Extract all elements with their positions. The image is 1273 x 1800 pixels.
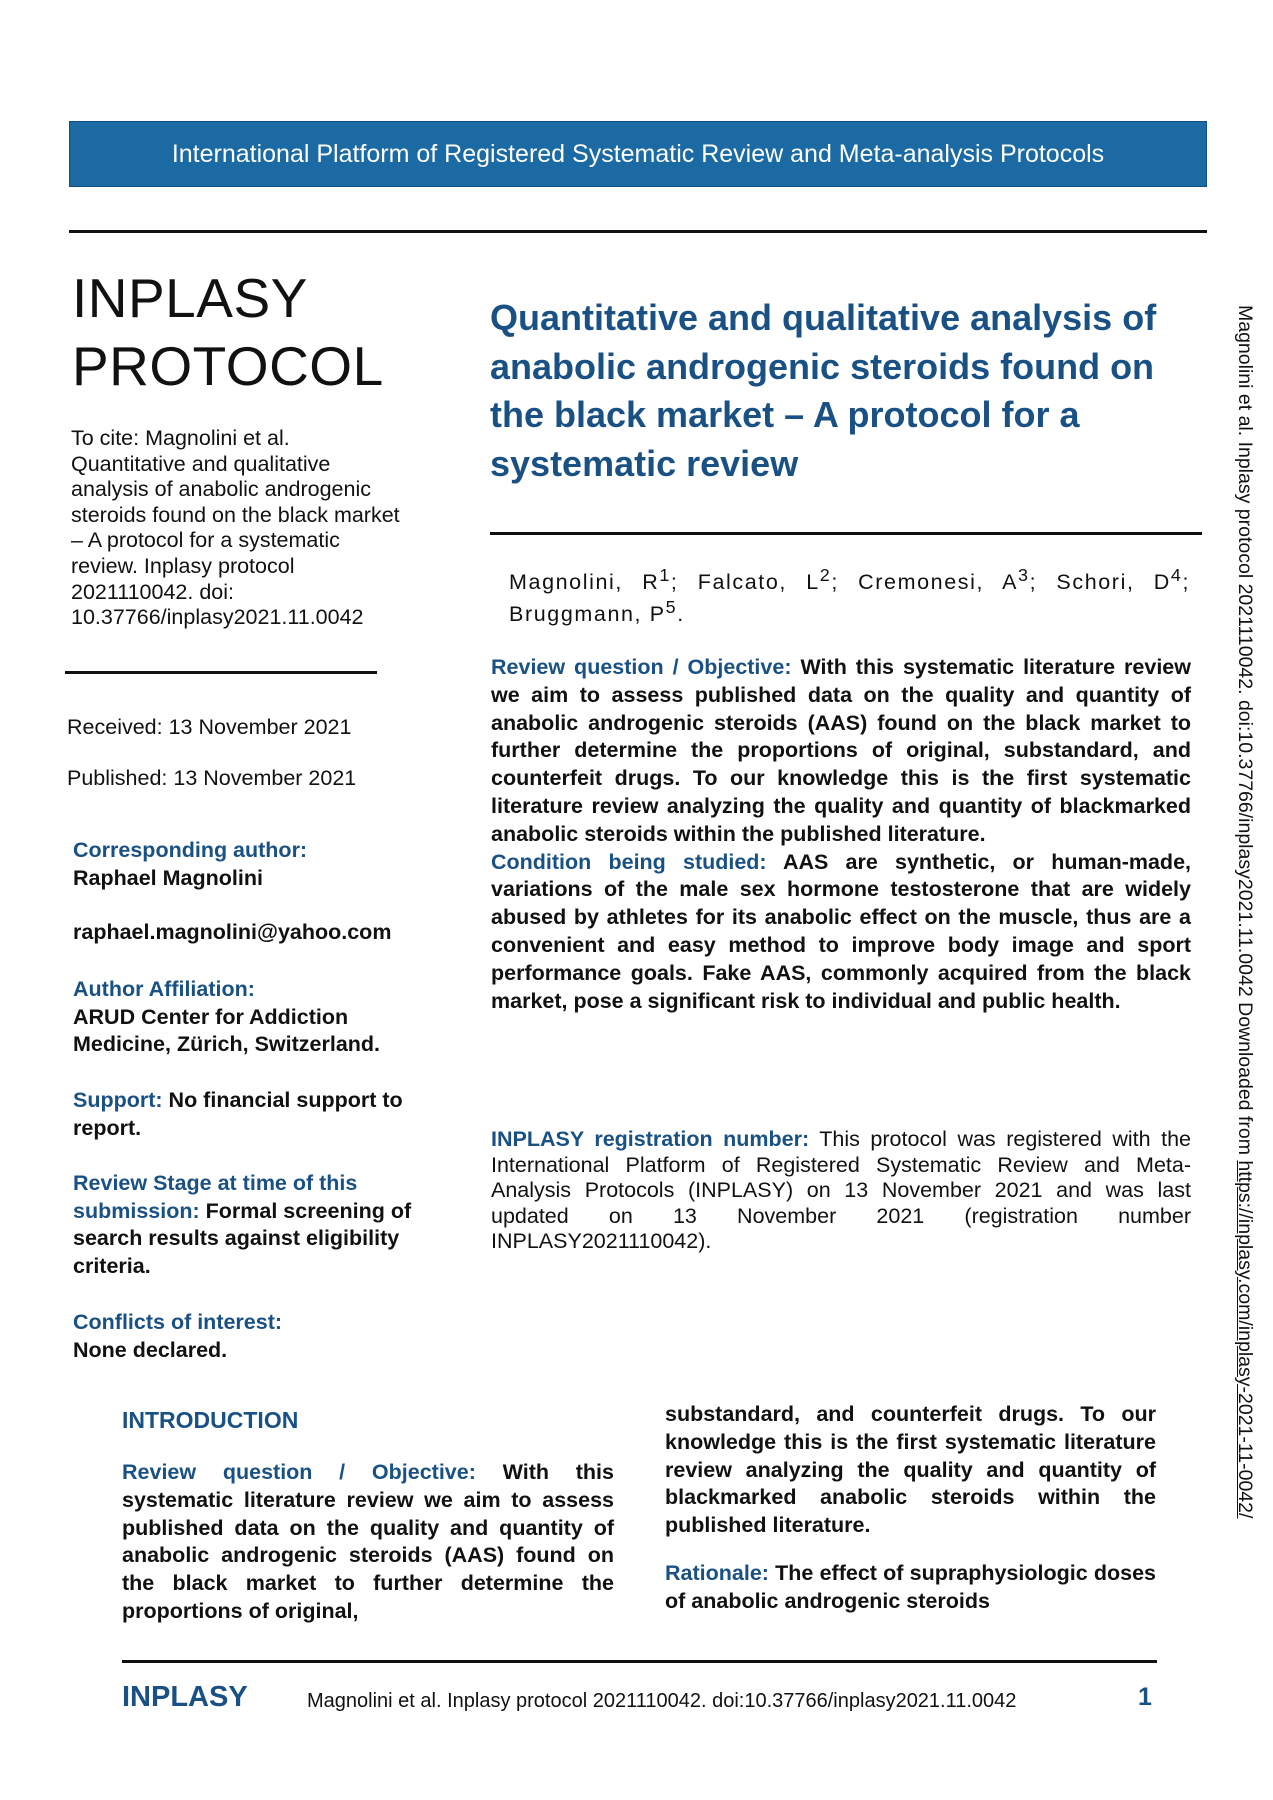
author-list-end: . (677, 602, 685, 627)
corresponding-author (73, 837, 433, 947)
affiliation-label: Author Affiliation: (73, 977, 255, 1001)
author-4-affiliation: 4 (1170, 565, 1183, 585)
conflicts-label: Conflicts of interest: (73, 1310, 283, 1334)
author-2-affiliation: 2 (819, 565, 832, 585)
intro-rationale-label: Rationale: (665, 1560, 769, 1585)
abstract-objective (491, 654, 1191, 849)
author-5: ; Bruggmann, P (509, 570, 1191, 627)
side-note-link[interactable]: https://inplasy.com/inplasy-2021-11-0042/ (1234, 1160, 1256, 1519)
header-divider (69, 230, 1207, 233)
footer-divider (122, 1660, 1157, 1663)
intro-objective-continued: substandard, and counterfeit drugs. To our knowledge this is the first systematic literature review analyzing the quality and quantity of blackmarked anabolic steroids within the published literature. (665, 1402, 1156, 1538)
citation-divider (65, 671, 377, 674)
introduction-right-column (665, 1401, 1156, 1616)
author-4: ; Schori, D (1029, 570, 1171, 595)
author-3: ; Cremonesi, A (831, 570, 1019, 595)
title-divider (490, 532, 1202, 535)
page-number: 1 (1138, 1683, 1152, 1711)
author-5-affiliation: 5 (665, 597, 678, 618)
author-1: Magnolini, R (509, 570, 660, 595)
support (73, 1087, 418, 1142)
abstract-objective-text: With this systematic literature review we aim to assess published data on the quality and quantity of anabolic androgenic steroids (AAS) found on the black market to further determine the proportions of original, substandard, and counterfeit drugs. To our knowledge this is the first systematic literature review analyzing the quality and quantity of blackmarked anabolic steroids within the published literature. (491, 655, 1191, 846)
affiliation-value: ARUD Center for Addiction Medicine, Zürich, Switzerland. (73, 1004, 381, 1056)
conflicts-value: None declared. (73, 1337, 228, 1362)
intro-objective-label: Review question / Objective: (122, 1460, 476, 1484)
author-2: ; Falcato, L (670, 570, 820, 595)
intro-rationale (665, 1560, 1156, 1616)
registration-text: This protocol was registered with the International Platform of Registered Systematic Review and Meta-Analysis Protocols (INPLASY) on 13 November 2021 and was last updated on 13 November 2021 (registration number INPLASY2021110042). (491, 1127, 1191, 1253)
review-stage (73, 1170, 418, 1280)
corresponding-author-name: Raphael Magnolini (73, 865, 263, 890)
intro-rationale-text: The effect of supraphysiologic doses of anabolic androgenic steroids (665, 1560, 1156, 1613)
author-3-affiliation: 3 (1018, 565, 1030, 585)
footer-citation: Magnolini et al. Inplasy protocol 2021110042. doi:10.37766/inplasy2021.11.0042 (307, 1690, 1017, 1712)
brand-line-2: PROTOCOL (72, 335, 384, 397)
citation: To cite: Magnolini et al. Quantitative and qualitative analysis of anabolic androgenic steroids found on the black market – A protocol for a systematic review. Inplasy protocol 2021110042. doi: 10.37766/inplasy2021.11.0042 (71, 426, 400, 630)
journal-banner: International Platform of Registered Systematic Review and Meta-analysis Protocols (69, 121, 1207, 187)
abstract (491, 654, 1191, 1015)
received-date: Received: 13 November 2021 (67, 715, 352, 739)
review-stage-label: Review Stage at time of this submission: (73, 1171, 358, 1223)
conflicts-of-interest (73, 1309, 433, 1364)
support-label: Support: (73, 1088, 163, 1112)
brand-line-1: INPLASY (72, 267, 308, 329)
side-download-note (1233, 305, 1256, 1518)
abstract-condition-label: Condition being studied: (491, 849, 767, 874)
introduction-heading: INTRODUCTION (122, 1407, 299, 1433)
abstract-condition-text: AAS are synthetic, or human-made, variations of the male sex hormone testosterone that are widely abused by athletes for its anabolic effect on the muscle, thus are a convenient and easy method to improve body image and sport performance goals. Fake AAS, commonly acquired from the black market, pose a significant risk to individual and public health. (491, 849, 1191, 1013)
paragraph-gap (665, 1540, 1156, 1560)
abstract-objective-label: Review question / Objective: (491, 655, 792, 679)
corresponding-author-label: Corresponding author: (73, 838, 308, 862)
author-list (509, 563, 1190, 627)
footer-brand: INPLASY (122, 1681, 248, 1713)
published-date: Published: 13 November 2021 (67, 766, 357, 790)
author-affiliation (73, 976, 433, 1059)
author-1-affiliation: 1 (659, 565, 671, 585)
corresponding-author-email[interactable]: raphael.magnolini@yahoo.com (73, 920, 392, 944)
side-note-text: Magnolini et al. Inplasy protocol 2021110042. doi:10.37766/inplasy2021.11.0042 Downloaded from (1234, 305, 1256, 1161)
registration-label: INPLASY registration number: (491, 1127, 810, 1151)
support-value: No financial support to report. (73, 1088, 403, 1140)
intro-objective-text: With this systematic literature review we aim to assess published data on the quality and quantity of anabolic androgenic steroids (AAS) found on the black market to further determine the proportions of original, (122, 1460, 614, 1623)
abstract-condition (491, 849, 1191, 1016)
review-stage-value: Formal screening of search results against eligibility criteria. (73, 1198, 412, 1278)
registration (491, 1127, 1191, 1255)
brand-heading (72, 264, 384, 400)
introduction-left-column (122, 1459, 614, 1626)
article-title: Quantitative and qualitative analysis of anabolic androgenic steroids found on the black market – A protocol for a systematic review (490, 297, 1157, 484)
